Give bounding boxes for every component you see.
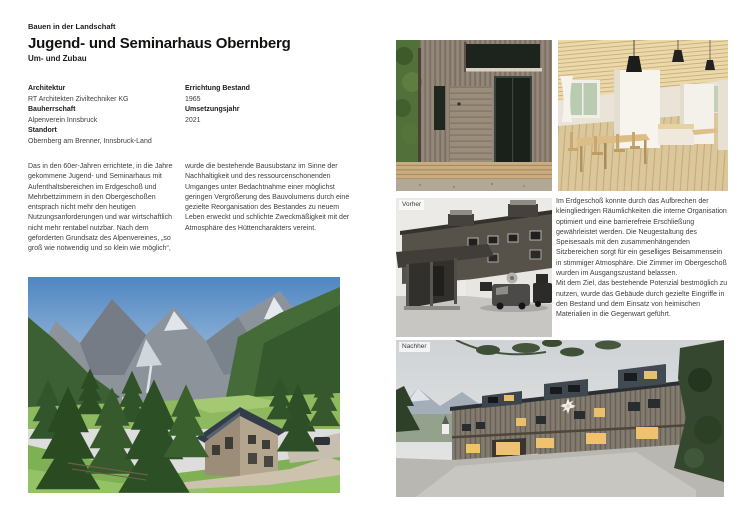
page-title: Jugend- und Seminarhaus Obernberg <box>28 35 291 52</box>
body-text-column-1 <box>28 162 180 255</box>
fact-value-architektur: RT Architekten Ziviltechniker KG <box>28 95 129 103</box>
fact-value-errichtung: 1965 <box>185 95 201 103</box>
photo-exterior-detail <box>396 40 552 191</box>
landscape-illustration <box>28 277 340 493</box>
after-label: Nachher <box>399 342 430 352</box>
fact-label-umsetzungsjahr: Umsetzungsjahr <box>185 106 240 113</box>
paragraph: Das in den 60er-Jahren errichtete, in die Jahre gekommene Jugend- und Seminarhaus mit Aufenthaltsbereichen im Erdgeschoß und Mehrbettzimmern in den Obergeschoßen entsprach nicht mehr den heutigen Nutzungsanforderungen und war wirtschaftlich nicht mehr rentabel nutzbar. Nach dem geforderten Grundsatz des Alpenvereines, „so groß wie notwendig und so klein wie möglich“, <box>28 163 173 253</box>
body-text-column-2 <box>185 162 353 234</box>
fact-label-bauherrschaft: Bauherrschaft <box>28 106 76 113</box>
before-label: Vorher <box>399 200 424 210</box>
body-text-column-3 <box>556 197 728 321</box>
fact-value-standort: Obernberg am Brenner, Innsbruck-Land <box>28 137 152 145</box>
photo-interior-dining <box>558 40 728 191</box>
project-facts-col2 <box>185 84 350 126</box>
fact-value-bauherrschaft: Alpenverein Innsbruck <box>28 116 98 124</box>
edelweiss-icon <box>507 273 518 284</box>
article-header <box>28 22 388 64</box>
fact-label-architektur: Architektur <box>28 85 66 92</box>
interior-illustration <box>558 40 728 191</box>
paragraph: Im Erdgeschoß konnte durch das Aufbrechen der kleingliedrigen Räumlichkeiten die interne Organisation optimiert und eine barrierefreie Erschließung gewährleistet werden. Die Neugestaltung des Speisesaals mit den zusammenhängenden Sitzbereichen sorgt für ein geselliges Beisammensein in stimmiger Atmosphäre. Die Zimmer im Obergeschoß wurden im Ausgangszustand belassen. <box>556 198 727 278</box>
series-title: Bauen in der Landschaft <box>28 22 116 31</box>
fact-value-umsetzungsjahr: 2021 <box>185 116 201 124</box>
before-illustration <box>396 198 552 337</box>
car-icon <box>314 437 330 445</box>
fact-label-errichtung: Errichtung Bestand <box>185 85 250 92</box>
project-facts-col1 <box>28 84 180 147</box>
after-illustration <box>396 340 724 497</box>
photo-after-dusk <box>396 340 724 497</box>
fact-label-standort: Standort <box>28 127 57 134</box>
paragraph: Mit dem Ziel, das bestehende Potenzial bestmöglich zu nutzen, wurde das Gebäude durch gezielte Eingriffe in den Bestand und dem Einsatz von heimischen Materialien in die Gegenwart geführt. <box>556 280 728 319</box>
paragraph: wurde die bestehende Bausubstanz im Sinne der Nachhaltigkeit und des ressourcenschonenden Umganges unter Bedachtnahme einer möglichst geringen Vergrößerung des Bauvolumens durch eine gezielte Reorganisation des Bestandes zu neuem Leben erweckt und schlichte Zweckmäßigkeit mit der Atmosphäre des Hüttencharakters vereint. <box>185 163 350 232</box>
article-subtitle: Um- und Zubau <box>28 54 87 63</box>
exterior-detail-illustration <box>396 40 552 191</box>
car-icon <box>533 283 552 303</box>
photo-before-bw <box>396 198 552 337</box>
photo-landscape <box>28 277 340 493</box>
van-icon <box>492 284 530 306</box>
